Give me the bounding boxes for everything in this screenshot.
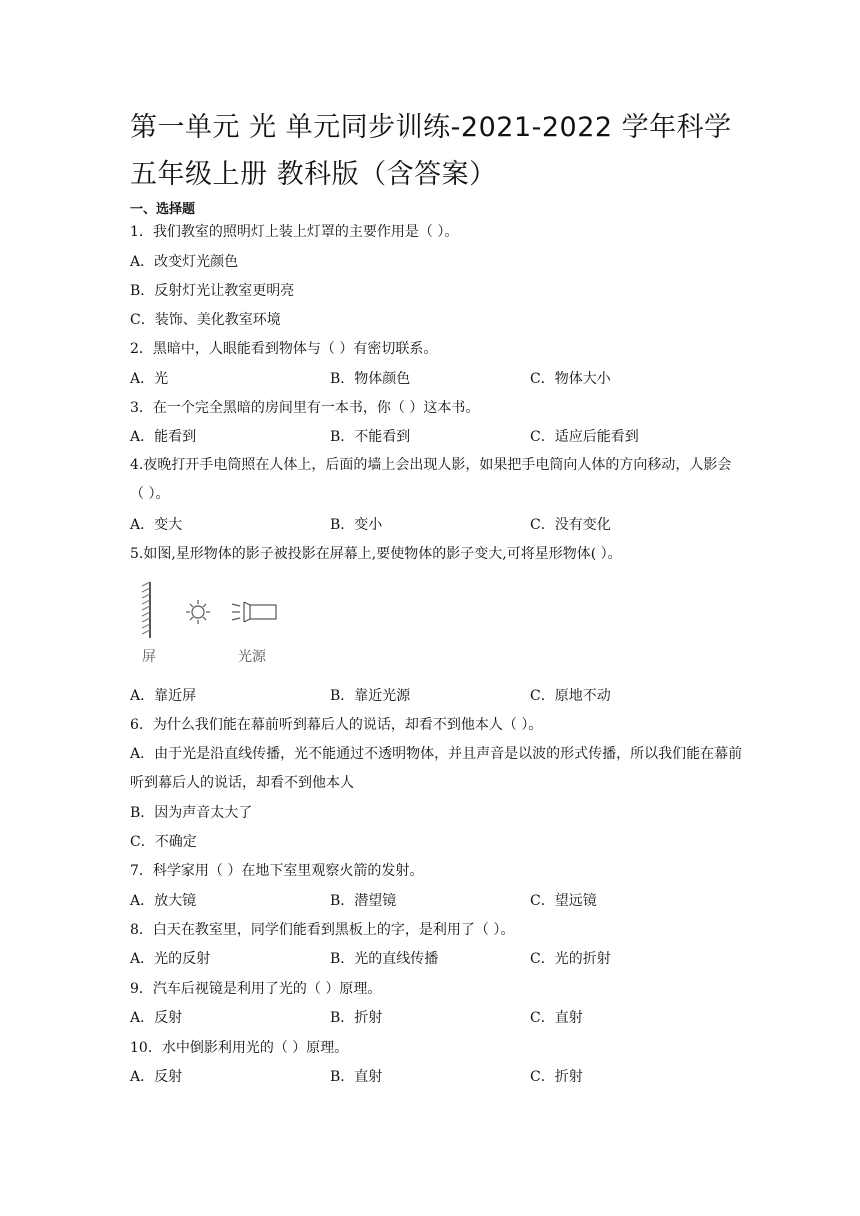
q9-option-c: C．直射 [530, 1010, 583, 1026]
q2-option-c: C．物体大小 [530, 371, 611, 387]
q8-option-c: C．光的折射 [530, 951, 611, 967]
question-10: 10．水中倒影利用光的（ ）原理。 [130, 1040, 349, 1056]
question-2: 2．黑暗中，人眼能看到物体与（ ）有密切联系。 [130, 341, 438, 357]
q8-option-b: B．光的直线传播 [330, 951, 439, 967]
document-title: 第一单元 光 单元同步训练-2021-2022 学年科学五年级上册 教科版（含答案） [130, 112, 732, 190]
q3-option-b: B．不能看到 [330, 429, 411, 445]
light-source-label: 光源 [238, 649, 266, 665]
q4-option-b: B．变小 [330, 517, 383, 533]
q9-option-b: B．折射 [330, 1010, 383, 1026]
q10-option-a: A．反射 [130, 1069, 183, 1085]
q6-option-c: C．不确定 [130, 834, 197, 850]
question-4: 4.夜晚打开手电筒照在人体上，后面的墙上会出现人影，如果把手电筒向人体的方向移动，人影会（ ）。 [130, 457, 732, 502]
question-3: 3．在一个完全黑暗的房间里有一本书，你（ ）这本书。 [130, 400, 480, 416]
q1-option-a: A．改变灯光颜色 [130, 254, 239, 270]
shadow-diagram-drawing [140, 580, 290, 640]
q6-option-a: A．由于光是沿直线传播，光不能通过不透明物体，并且声音是以波的形式传播，所以我们能在幕前听到幕后人的说话，却看不到他本人 [130, 746, 743, 791]
q7-option-b: B．潜望镜 [330, 893, 397, 909]
q2-option-a: A．光 [130, 371, 169, 387]
question-5: 5.如图,星形物体的影子被投影在屏幕上,要使物体的影子变大,可将星形物体( ）。 [130, 546, 622, 562]
q5-option-b: B．靠近光源 [330, 688, 411, 704]
question-6: 6．为什么我们能在幕前听到幕后人的说话，却看不到他本人（ ）。 [130, 717, 543, 733]
question-7: 7．科学家用（ ）在地下室里观察火箭的发射。 [130, 863, 424, 879]
q10-option-c: C．折射 [530, 1069, 583, 1085]
q1-option-c: C．装饰、美化教室环境 [130, 312, 281, 328]
screen-hatch [142, 582, 150, 634]
section-heading: 一、选择题 [130, 202, 196, 217]
q2-option-b: B．物体颜色 [330, 371, 411, 387]
q10-option-b: B．直射 [330, 1069, 383, 1085]
screen-label: 屏 [142, 649, 156, 665]
q7-option-c: C．望远镜 [530, 893, 597, 909]
q5-option-c: C．原地不动 [530, 688, 611, 704]
q4-option-c: C．没有变化 [530, 517, 611, 533]
q6-option-b: B．因为声音太大了 [130, 805, 253, 821]
q9-option-a: A．反射 [130, 1010, 183, 1026]
q7-option-a: A．放大镜 [130, 893, 197, 909]
q4-option-a: A．变大 [130, 517, 183, 533]
shadow-diagram [140, 580, 290, 670]
q3-option-c: C．适应后能看到 [530, 429, 639, 445]
question-8: 8．白天在教室里，同学们能看到黑板上的字，是利用了（ ）。 [130, 922, 515, 938]
q8-option-a: A．光的反射 [130, 951, 211, 967]
q5-option-a: A．靠近屏 [130, 688, 197, 704]
q1-option-b: B．反射灯光让教室更明亮 [130, 283, 295, 299]
question-1: 1．我们教室的照明灯上装上灯罩的主要作用是（ ）。 [130, 224, 459, 240]
q3-option-a: A．能看到 [130, 429, 197, 445]
star-object-icon [186, 600, 210, 624]
question-9: 9．汽车后视镜是利用了光的（ ）原理。 [130, 981, 382, 997]
flashlight-icon [232, 602, 276, 622]
